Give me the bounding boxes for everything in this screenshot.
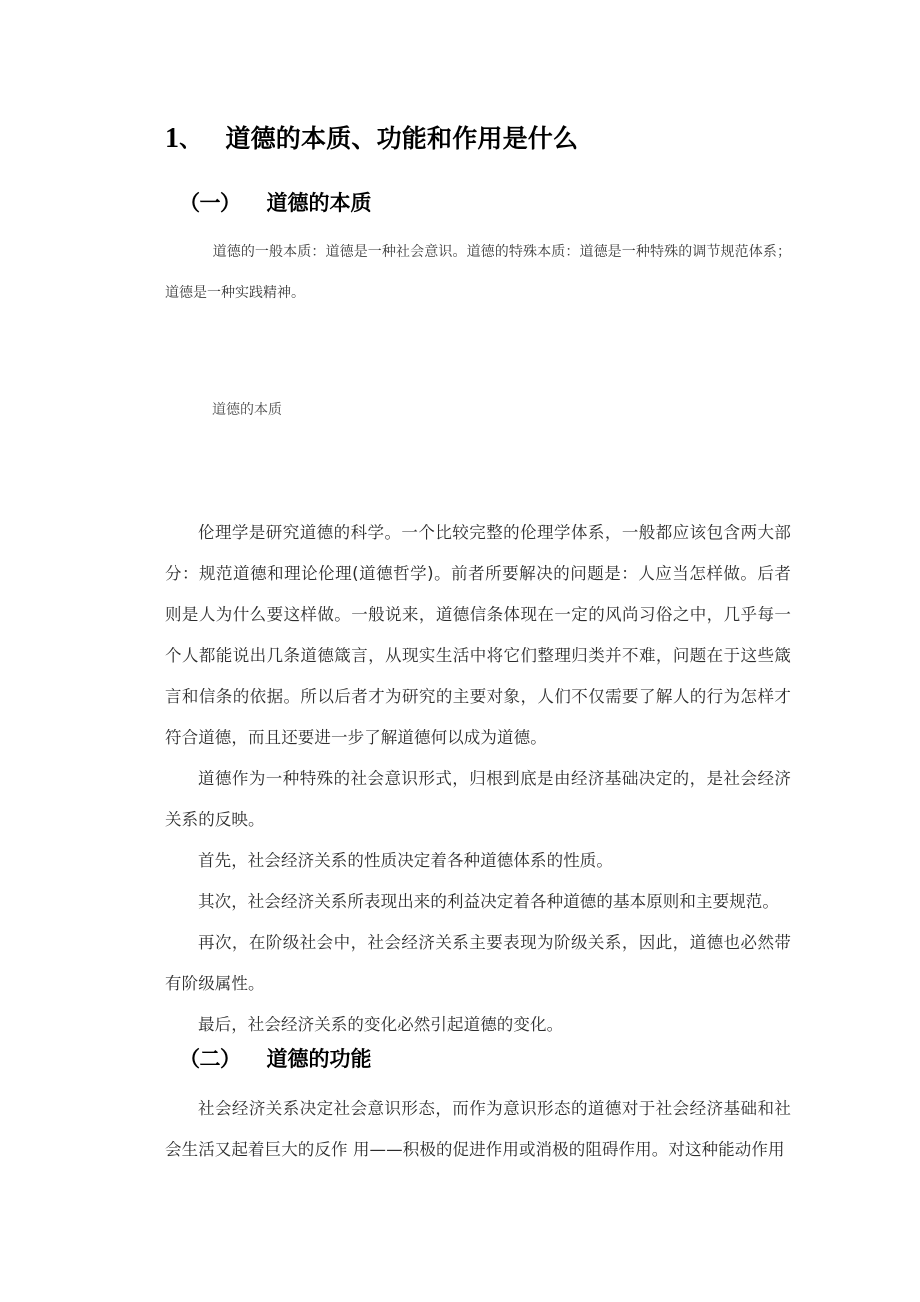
- body-paragraph-qici: 其次，社会经济关系所表现出来的利益决定着各种道德的基本原则和主要规范。: [198, 892, 779, 911]
- section-title-two: 道德的功能: [266, 1047, 372, 1071]
- body-paragraph-zuihou: 最后，社会经济关系的变化必然引起道德的变化。: [198, 1015, 564, 1034]
- section-heading-gongneng: [179, 1042, 791, 1076]
- page-title: [165, 118, 791, 160]
- body-paragraph-lunlixue: 伦理学是研究道德的科学。一个比较完整的伦理学体系，一般都应该包含两大部分：规范道德和理论伦理(道德哲学)。前者所要解决的问题是：人应当怎样做。后者则是人为什么要这样做。一般说来，道德信条体现在一定的风尚习俗之中，几乎每一个人都能说出几条道德箴言，从现实生活中将它们整理归类并不难，问题在于这些箴言和信条的依据。所以后者才为研究的主要对象，人们不仅需要了解人的行为怎样才符合道德，而且还要进一步了解道德何以成为道德。: [165, 523, 791, 747]
- figure-caption-benzhi: 道德的本质: [212, 402, 282, 418]
- body-paragraph-shouxian: 首先，社会经济关系的性质决定着各种道德体系的性质。: [198, 851, 613, 870]
- section-number-one: （一）: [179, 191, 241, 215]
- section-heading-benzhi: [179, 186, 791, 220]
- body-paragraph-gongneng: 社会经济关系决定社会意识形态，而作为意识形态的道德对于社会经济基础和社会生活又起着巨大的反作 用——积极的促进作用或消极的阻碍作用。对这种能动作用: [165, 1099, 791, 1159]
- body-paragraph-zaici: 再次，在阶级社会中，社会经济关系主要表现为阶级关系，因此，道德也必然带有阶级属性。: [165, 933, 791, 993]
- section-title-one: 道德的本质: [266, 191, 372, 215]
- section-number-two: （二）: [179, 1047, 241, 1071]
- body-paragraph-shehui-yishi: 道德作为一种特殊的社会意识形式，归根到底是由经济基础决定的，是社会经济关系的反映。: [165, 769, 791, 829]
- title-separator: 、: [179, 127, 202, 152]
- title-text: 道德的本质、功能和作用是什么: [225, 124, 579, 153]
- title-number: 1: [165, 123, 180, 154]
- intro-paragraph-benzhi: 道德的一般本质：道德是一种社会意识。道德的特殊本质：道德是一种特殊的调节规范体系；道德是一种实践精神。: [165, 244, 791, 301]
